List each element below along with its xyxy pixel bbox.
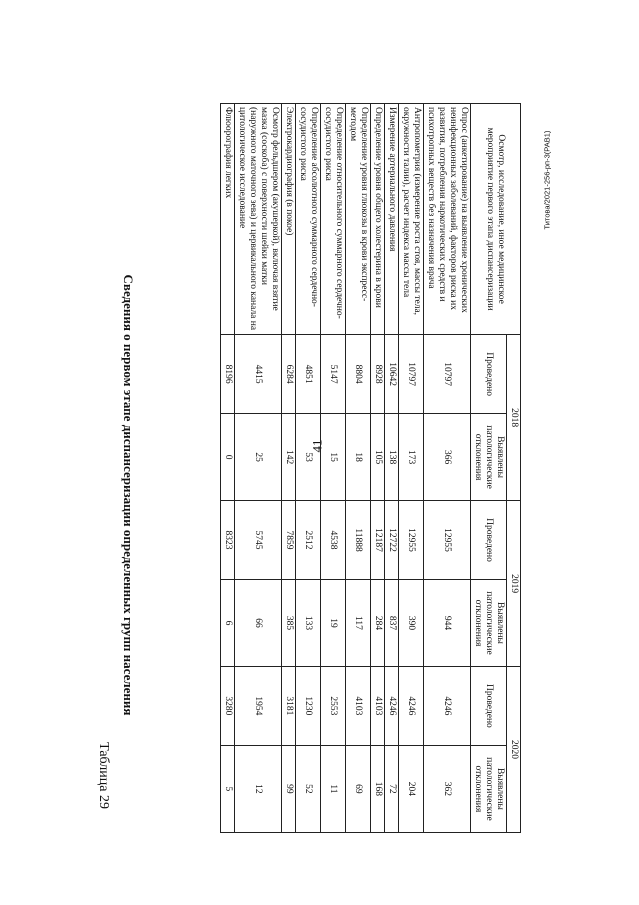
- row-value: 5: [221, 745, 235, 832]
- table-row: [424, 104, 471, 833]
- header-detected: Выявлены патологические отклонения: [471, 745, 507, 832]
- row-value: 105: [371, 414, 385, 501]
- row-procedure-name: Опрос (анкетирование) на выявление хронических неинфекционных заболеваний, факторов риска их развития, потребления наркотических средств и психотропных веществ без назначения врача: [424, 104, 471, 335]
- row-value: 7859: [282, 501, 296, 580]
- row-value: 837: [385, 579, 399, 666]
- row-value: 5147: [321, 335, 346, 414]
- row-value: 2553: [321, 667, 346, 746]
- row-value: 138: [385, 414, 399, 501]
- row-value: 72: [385, 745, 399, 832]
- row-value: 168: [371, 745, 385, 832]
- row-value: 11888: [346, 501, 371, 580]
- row-value: 12722: [385, 501, 399, 580]
- table-row: [221, 104, 235, 833]
- row-value: 8196: [221, 335, 235, 414]
- row-value: 1954: [235, 667, 282, 746]
- row-value: 117: [346, 579, 371, 666]
- header-year-2018: 2018: [507, 335, 521, 501]
- header-conducted: Проведено: [471, 335, 507, 414]
- page-number: 41: [309, 439, 325, 453]
- table-row: [371, 104, 385, 833]
- row-value: 944: [424, 579, 471, 666]
- row-value: 69: [346, 745, 371, 832]
- row-procedure-name: Флюорография легких: [221, 104, 235, 335]
- table-row: [399, 104, 424, 833]
- row-value: 390: [399, 579, 424, 666]
- row-value: 12: [235, 745, 282, 832]
- row-value: 6284: [282, 335, 296, 414]
- footer-code: Титова/2021-256-рп-3(РАВ1): [542, 130, 552, 230]
- table-label: Таблица 29: [96, 742, 111, 809]
- row-value: 133: [296, 579, 321, 666]
- row-value: 8804: [346, 335, 371, 414]
- row-value: 8323: [221, 501, 235, 580]
- header-procedure: Осмотр, исследование, иное медицинское мероприятие первого этапа диспансеризации: [471, 104, 521, 335]
- row-value: 4538: [321, 501, 346, 580]
- table-row: [282, 104, 296, 833]
- row-value: 2512: [296, 501, 321, 580]
- screening-table: [220, 103, 521, 833]
- row-value: 3280: [221, 667, 235, 746]
- row-value: 1230: [296, 667, 321, 746]
- row-value: 142: [282, 414, 296, 501]
- row-value: 366: [424, 414, 471, 501]
- row-procedure-name: Определение относительного суммарного сердечно-сосудистого риска: [321, 104, 346, 335]
- table-row: [235, 104, 282, 833]
- row-value: 10642: [385, 335, 399, 414]
- row-value: 4851: [296, 335, 321, 414]
- row-value: 25: [235, 414, 282, 501]
- row-value: 0: [221, 414, 235, 501]
- header-year-2020: 2020: [507, 667, 521, 833]
- row-procedure-name: Осмотр фельдшером (акушеркой), включая взятие мазка (соскоба) с поверхности шейки матки (наружного маточного зева) и цервикального канала на цитологическое исследование: [235, 104, 282, 335]
- row-value: 12187: [371, 501, 385, 580]
- row-value: 52: [296, 745, 321, 832]
- row-procedure-name: Измерение артериального давления: [385, 104, 399, 335]
- row-value: 18: [346, 414, 371, 501]
- row-procedure-name: Определение абсолютного суммарного сердечно-сосудистого риска: [296, 104, 321, 335]
- row-value: 6: [221, 579, 235, 666]
- table-row: [296, 104, 321, 833]
- row-value: 10797: [424, 335, 471, 414]
- row-value: 11: [321, 745, 346, 832]
- row-value: 10797: [399, 335, 424, 414]
- header-detected: Выявлены патологические отклонения: [471, 579, 507, 666]
- row-value: 4103: [346, 667, 371, 746]
- table-row: [385, 104, 399, 833]
- table-row: [321, 104, 346, 833]
- row-value: 4246: [424, 667, 471, 746]
- row-value: 12955: [424, 501, 471, 580]
- row-procedure-name: Определение уровня глюкозы в крови экспресс-методом: [346, 104, 371, 335]
- row-value: 8928: [371, 335, 385, 414]
- row-value: 284: [371, 579, 385, 666]
- row-value: 3181: [282, 667, 296, 746]
- row-procedure-name: Электрокардиография (в покое): [282, 104, 296, 335]
- row-value: 362: [424, 745, 471, 832]
- row-value: 4415: [235, 335, 282, 414]
- header-conducted: Проведено: [471, 667, 507, 746]
- row-value: 5745: [235, 501, 282, 580]
- row-value: 12955: [399, 501, 424, 580]
- row-value: 66: [235, 579, 282, 666]
- row-value: 173: [399, 414, 424, 501]
- row-value: 15: [321, 414, 346, 501]
- row-value: 385: [282, 579, 296, 666]
- row-value: 4103: [371, 667, 385, 746]
- row-value: 19: [321, 579, 346, 666]
- row-value: 53: [296, 414, 321, 501]
- header-conducted: Проведено: [471, 501, 507, 580]
- header-detected: Выявлены патологические отклонения: [471, 414, 507, 501]
- row-procedure-name: Определение уровня общего холестерина в крови: [371, 104, 385, 335]
- row-procedure-name: Антропометрия (измерение роста стоя, массы тела, окружности талии), расчет индекса массы тела: [399, 104, 424, 335]
- table-row: [346, 104, 371, 833]
- row-value: 4246: [385, 667, 399, 746]
- document-title: Сведения о первом этапе диспансеризации определенных групп населения: [121, 274, 136, 716]
- row-value: 4246: [399, 667, 424, 746]
- header-year-2019: 2019: [507, 501, 521, 667]
- row-value: 99: [282, 745, 296, 832]
- row-value: 204: [399, 745, 424, 832]
